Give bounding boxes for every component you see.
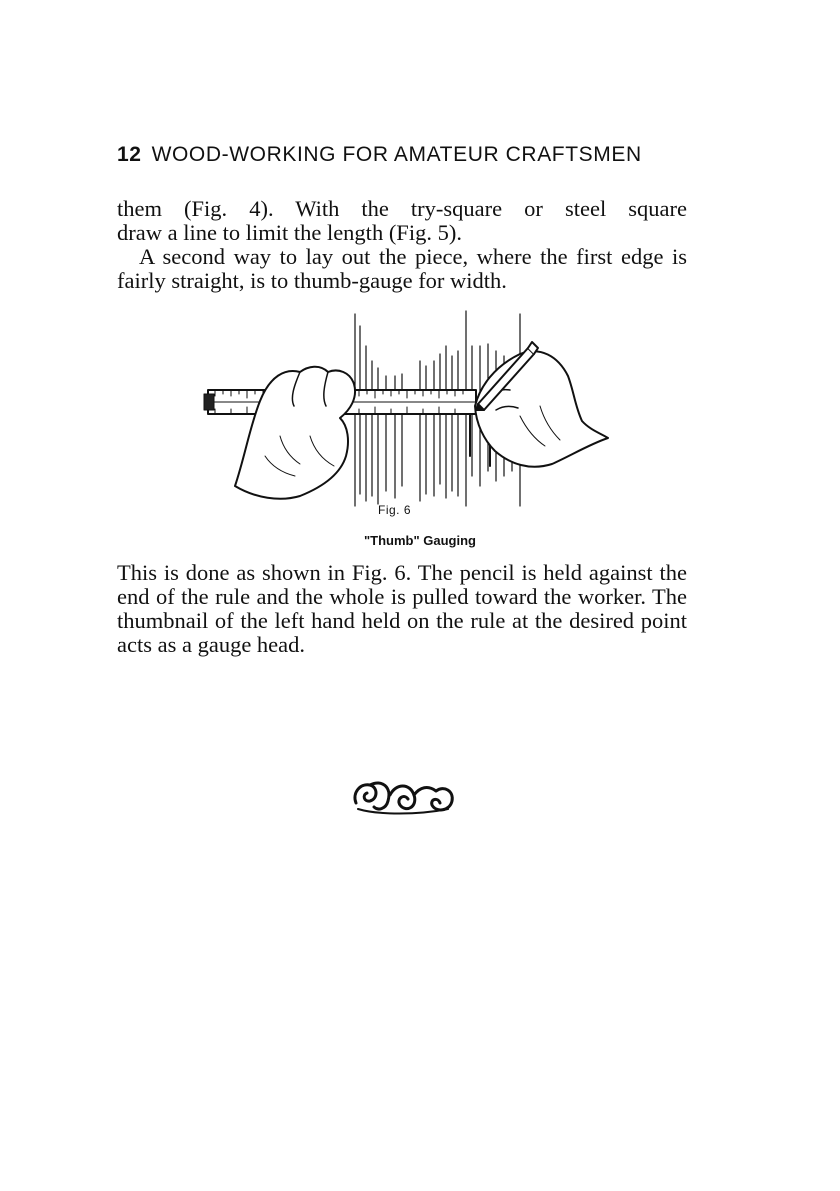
text-line-2: draw a line to limit the length (Fig. 5). — [117, 220, 462, 245]
figure-caption: "Thumb" Gauging — [364, 533, 476, 548]
page-number: 12 — [117, 143, 142, 166]
running-head — [117, 143, 642, 167]
figure-label: Fig. 6 — [378, 503, 412, 517]
thumb-gauging-illustration — [190, 306, 620, 520]
decorative-ornament — [348, 775, 460, 819]
body-text-top — [117, 197, 687, 293]
right-hand — [475, 351, 608, 467]
body-text-bottom — [117, 561, 687, 657]
paragraph-thumb-gauge-intro: A second way to lay out the piece, where the first edge is fairly straight, is to thumb-gauge for width. — [117, 244, 687, 293]
figure-illustration — [190, 306, 620, 520]
text-line-1: them (Fig. 4). With the try-square or steel square — [117, 196, 687, 221]
paragraph-thumb-gauge-explanation: This is done as shown in Fig. 6. The pencil is held against the end of the rule and the whole is pulled toward the worker. The thumbnail of the left hand held on the rule at the desired point acts as a gauge head. — [117, 560, 687, 657]
running-title: WOOD-WORKING FOR AMATEUR CRAFTSMEN — [151, 143, 642, 166]
ornament-scroll-icon — [348, 775, 460, 819]
left-hand — [235, 367, 355, 499]
